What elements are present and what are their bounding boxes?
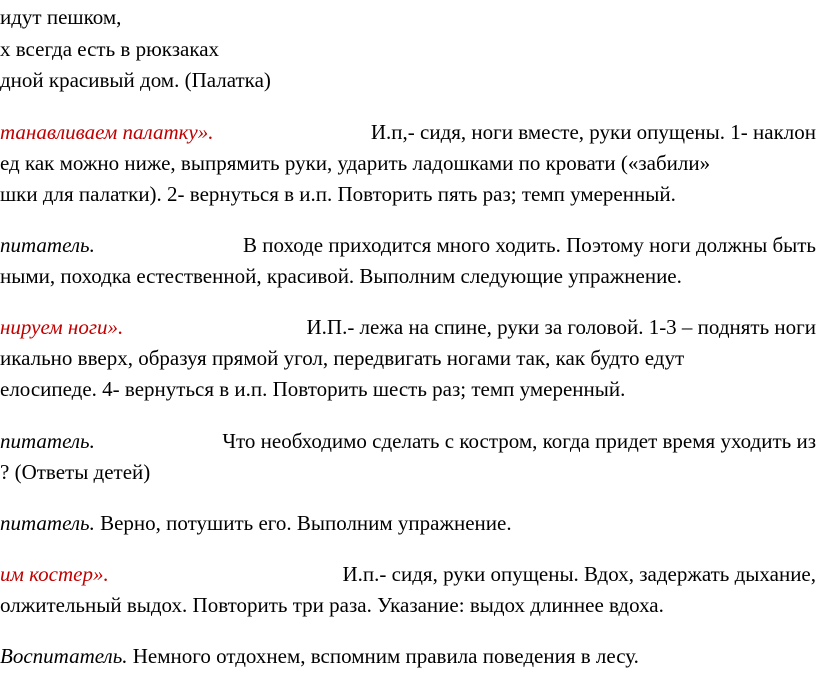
text-line-6: шки для палатки). 2- вернуться в и.п. Повторить пять раз; темп умеренный.	[0, 182, 676, 206]
text-line-13: ? (Ответы детей)	[0, 460, 151, 484]
text-line-16: олжительный выдох. Повторить три раза. Указание: выдох длиннее вдоха.	[0, 593, 664, 617]
paragraph-nogi-line-1	[0, 314, 816, 340]
paragraph-vospitatel-1-line-1	[0, 232, 816, 258]
paragraph-vospitatel-3	[0, 510, 512, 536]
text-line-2: х всегда есть в рюкзаках	[0, 37, 220, 61]
speaker-label: питатель.	[0, 429, 95, 453]
paragraph-koster-line-1	[0, 561, 816, 587]
text-line-11: елосипеде. 4- вернуться в и.п. Повторить шесть раз; темп умеренный.	[0, 377, 626, 401]
paragraph-vospitatel-2-line-1	[0, 428, 816, 454]
exercise-text: И.п,- сидя, ноги вместе, руки опущены. 1- наклон	[370, 120, 816, 144]
speaker-text: Верно, потушить его. Выполним упражнение.	[100, 511, 512, 535]
speaker-text: В походе приходится много ходить. Поэтому ноги должны быть	[243, 233, 816, 257]
text-line-1: идут пешком,	[0, 5, 122, 29]
speaker-label: питатель.	[0, 511, 95, 535]
exercise-title: им костер».	[0, 562, 109, 586]
speaker-text: Немного отдохнем, вспомним правила поведения в лесу.	[132, 644, 639, 668]
text-line-5: ед как можно ниже, выпрямить руки, ударить ладошками по кровати («забили»	[0, 151, 711, 175]
text-line-3: дной красивый дом. (Палатка)	[0, 68, 271, 92]
text-line-10: икально вверх, образуя прямой угол, передвигать ногами так, как будто едут	[0, 346, 685, 370]
paragraph-vospitatel-4	[0, 643, 639, 669]
speaker-label: Воспитатель.	[0, 644, 128, 668]
speaker-text: Что необходимо сделать с костром, когда придет время уходить из	[222, 429, 816, 453]
exercise-text: И.П.- лежа на спине, руки за головой. 1-3 – поднять ноги	[306, 315, 816, 339]
paragraph-palatka-line-1	[0, 119, 816, 145]
exercise-title: танавливаем палатку».	[0, 120, 214, 144]
exercise-title: нируем ноги».	[0, 315, 124, 339]
exercise-text: И.п.- сидя, руки опущены. Вдох, задержать дыхание,	[342, 562, 816, 586]
speaker-label: питатель.	[0, 233, 95, 257]
text-line-8: ными, походка естественной, красивой. Выполним следующие упражнение.	[0, 264, 682, 288]
